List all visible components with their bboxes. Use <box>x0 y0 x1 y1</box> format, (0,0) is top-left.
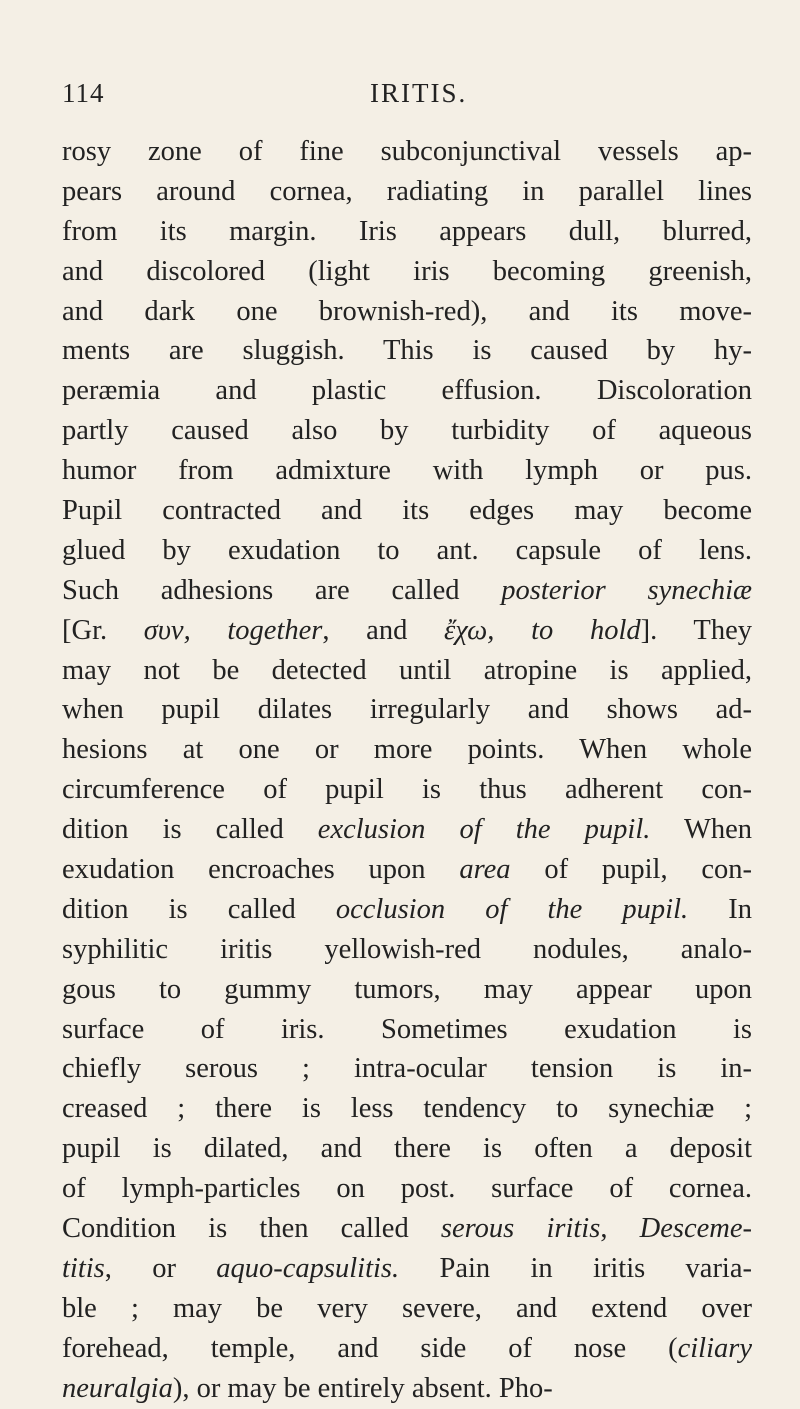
text-line: rosy zone of fine subconjunctival vessels ap- <box>62 136 752 167</box>
text-line: Condition is then called serous iritis, Desceme- <box>62 1213 752 1245</box>
italic-term: ciliary <box>677 1332 752 1364</box>
text-line: when pupil dilates irregularly and shows ad- <box>62 694 752 726</box>
italic-term: exclusion of the pupil. <box>317 814 651 846</box>
text-line: titis, or aquo-capsulitis. Pain in iritis varia- <box>62 1252 752 1284</box>
text-line: circumference of pupil is thus adherent con- <box>62 774 752 806</box>
page-header <box>62 78 752 118</box>
text-line: may not be detected until atropine is applied, <box>62 654 752 686</box>
text-line: syphilitic iritis yellowish-red nodules, analo- <box>62 933 752 965</box>
text-line: creased ; there is less tendency to synechiæ ; <box>62 1093 752 1125</box>
italic-term: neuralgia <box>62 1372 173 1404</box>
text-line: Pupil contracted and its edges may become <box>62 495 752 527</box>
text-line: peræmia and plastic effusion. Discoloration <box>62 375 752 407</box>
text-line: and dark one brownish-red), and its move- <box>62 295 752 327</box>
italic-term: Desceme- <box>639 1213 752 1245</box>
text-line: from its margin. Iris appears dull, blurred, <box>62 215 752 247</box>
italic-term: ἔχω, to hold <box>444 614 641 646</box>
text-line: [Gr. συν, together, and ἔχω, to hold]. They <box>62 614 752 646</box>
italic-term: occlusion of the pupil. <box>335 893 689 925</box>
text-line: surface of iris. Sometimes exudation is <box>62 1013 752 1045</box>
italic-term: serous iritis <box>440 1213 601 1245</box>
italic-term: posterior synechiæ <box>501 574 752 606</box>
text-line: neuralgia), or may be entirely absent. Pho- <box>62 1372 553 1404</box>
italic-term: titis <box>62 1252 105 1284</box>
text-line: of lymph-particles on post. surface of cornea. <box>62 1173 752 1205</box>
text-line: gous to gummy tumors, may appear upon <box>62 973 752 1005</box>
page-number: 114 <box>62 78 105 108</box>
text-line: Such adhesions are called posterior synechiæ <box>62 574 752 606</box>
running-head: IRITIS. <box>370 78 468 108</box>
text-line: hesions at one or more points. When whole <box>62 734 752 766</box>
text-line: dition is called exclusion of the pupil. When <box>62 814 752 846</box>
text-line: ble ; may be very severe, and extend over <box>62 1292 752 1324</box>
text-line: ments are sluggish. This is caused by hy- <box>62 335 752 367</box>
text-line: pupil is dilated, and there is often a deposit <box>62 1133 752 1165</box>
text-line: chiefly serous ; intra-ocular tension is in- <box>62 1053 752 1085</box>
text-line: partly caused also by turbidity of aqueous <box>62 415 752 447</box>
italic-term: συν, together <box>143 614 323 646</box>
italic-term: aquo-capsulitis. <box>216 1252 400 1284</box>
text-line: exudation encroaches upon area of pupil, con- <box>62 854 752 886</box>
text-line: dition is called occlusion of the pupil. In <box>62 893 752 925</box>
italic-term: area <box>459 854 511 886</box>
text-line: and discolored (light iris becoming greenish, <box>62 255 752 287</box>
body-text <box>62 132 752 1409</box>
text-line: glued by exudation to ant. capsule of lens. <box>62 534 752 566</box>
text-line: humor from admixture with lymph or pus. <box>62 455 752 487</box>
text-line: pears around cornea, radiating in parallel lines <box>62 175 752 207</box>
text-line: forehead, temple, and side of nose (ciliary <box>62 1332 752 1364</box>
